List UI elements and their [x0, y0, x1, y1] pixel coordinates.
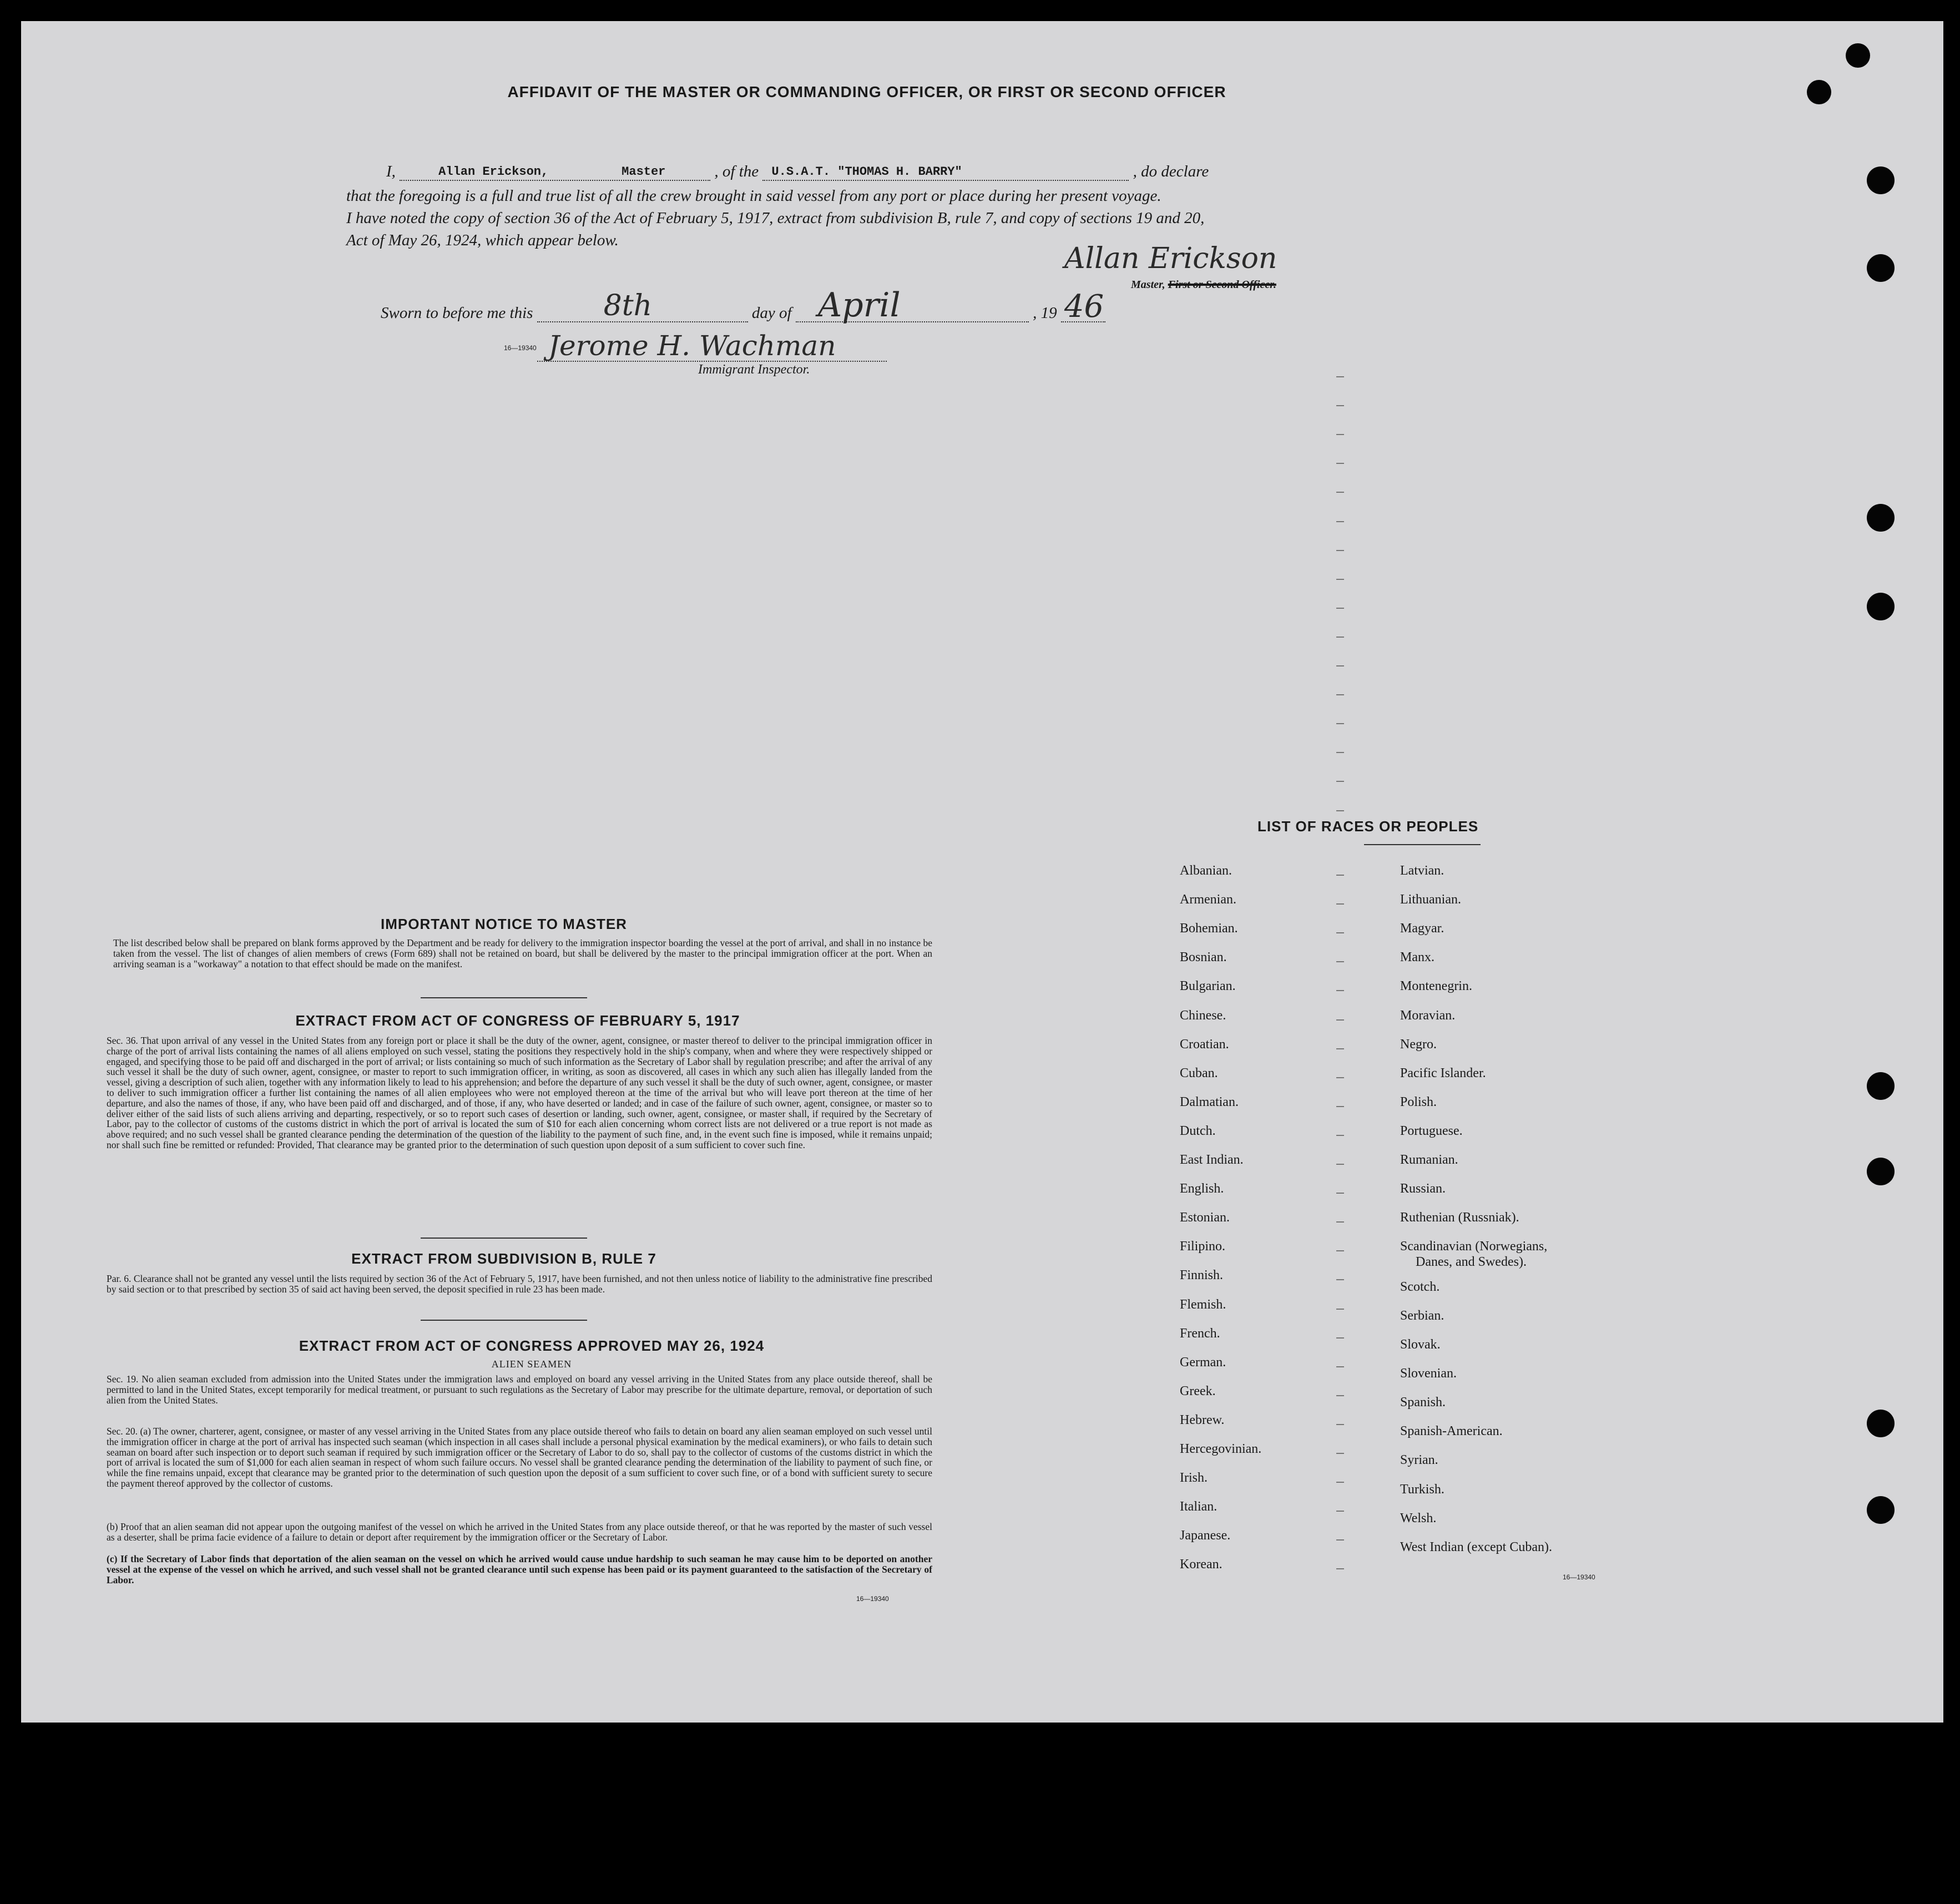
race-dash — [1336, 932, 1344, 933]
race-item: Hercegovinian. — [1180, 1442, 1262, 1456]
margin-dash — [1336, 810, 1344, 811]
race-dash — [1336, 903, 1344, 905]
race-dash — [1336, 961, 1344, 962]
race-item: Polish. — [1400, 1094, 1437, 1109]
name-rank-field — [400, 164, 710, 181]
race-dash — [1336, 875, 1344, 876]
race-item: Dutch. — [1180, 1123, 1216, 1138]
race-dash — [1336, 1453, 1344, 1454]
year-prefix: , 19 — [1033, 304, 1057, 322]
race-item: Croatian. — [1180, 1037, 1229, 1052]
affidavit-line-1 — [386, 163, 1209, 181]
race-item: Manx. — [1400, 950, 1434, 965]
race-item: Serbian. — [1400, 1308, 1444, 1323]
race-item: Spanish-American. — [1400, 1424, 1503, 1439]
race-item: Japanese. — [1180, 1528, 1231, 1543]
binder-hole — [1867, 1410, 1895, 1437]
signer-title — [1131, 279, 1276, 291]
margin-dash — [1336, 405, 1344, 406]
races-form-number: 16—19340 — [1563, 1573, 1595, 1581]
race-dash — [1336, 1279, 1344, 1280]
margin-dash — [1336, 694, 1344, 695]
race-item: Syrian. — [1400, 1453, 1438, 1468]
binder-hole — [1867, 504, 1895, 532]
affidavit-line-4: Act of May 26, 1924, which appear below. — [346, 231, 619, 249]
extract-1924-subtitle: ALIEN SEAMEN — [491, 1358, 572, 1370]
inspector-signature: Jerome H. Wachman — [548, 330, 836, 362]
race-item: Armenian. — [1180, 892, 1236, 907]
master-name: Allan Erickson, — [438, 165, 549, 179]
affidavit-line-3: I have noted the copy of section 36 of the Act of February 5, 1917, extract from subdivision B, rule 7, and copy of sections 19 and 20, — [346, 209, 1205, 227]
race-item: Latvian. — [1400, 863, 1444, 878]
race-item: Hebrew. — [1180, 1412, 1225, 1427]
declare-label: , do declare — [1133, 163, 1209, 180]
extract-1924-sec20c: (c) If the Secretary of Labor finds that deportation of the alien seaman on the vessel on which he arrived would cause undue hardship to such seaman he may cause him to be deported on another vessel at the expense of the vessel on which he arrived, and such vessel shall not be granted clearance until such expense has been paid or its payment guaranteed to the satisfaction of the Secretary of Labor. — [107, 1553, 932, 1585]
divider-1 — [421, 997, 587, 998]
extract-1924-sec20a: Sec. 20. (a) The owner, charterer, agent, consignee, or master of any vessel arriving in the United States from any place outside thereof who fails to detain on board any alien seaman employed on such vessel until the immigration officer in charge at the port of arrival has inspected such seaman (which inspection in all cases shall include a personal physical examination by the medical examiners), or who fails to detain such seaman on board after such inspection or to deport such seaman if required by such immigration officer or the Secretary of Labor to do so, shall pay to the collector of customs of the customs district in which the port of arrival is located the sum of $1,000 for each alien seaman in respect of whom such failure occurs. No vessel shall be granted clearance pending the determination of the liability to payment of such fine, or while the fine remains unpaid, except that clearance may be granted prior to the determination of such question upon the deposit of a sum sufficient to cover such fine, or of a bond with sufficient surety to secure the payment thereof approved by the collector of customs. — [107, 1426, 932, 1489]
race-dash — [1336, 1250, 1344, 1251]
race-item: East Indian. — [1180, 1153, 1244, 1167]
binder-hole — [1867, 593, 1895, 620]
of-the-label: , of the — [714, 163, 759, 180]
race-dash — [1336, 1077, 1344, 1078]
race-item: Irish. — [1180, 1471, 1208, 1486]
race-item: Estonian. — [1180, 1210, 1230, 1225]
race-item: Ruthenian (Russniak). — [1400, 1210, 1519, 1225]
race-item: Magyar. — [1400, 921, 1444, 936]
extract-1924-sec20b: (b) Proof that an alien seaman did not appear upon the outgoing manifest of the vessel on which he arrived in the United States from any place outside thereof, or that he was reported by the master of such vessel as a deserter, shall be prima facie evidence of a failure to detain or deport after requirement by the immigration officer or the Secretary of Labor. — [107, 1521, 932, 1543]
race-item: Lithuanian. — [1400, 892, 1461, 907]
inspector-label: Immigrant Inspector. — [698, 362, 810, 377]
signer-title-struck: First or Second Officer. — [1168, 279, 1276, 291]
race-dash — [1336, 1511, 1344, 1512]
race-dash — [1336, 1337, 1344, 1339]
race-item: Scandinavian (Norwegians, — [1400, 1239, 1548, 1254]
month-value: April — [817, 286, 901, 325]
race-dash — [1336, 1539, 1344, 1541]
binder-hole — [1867, 1496, 1895, 1524]
race-item: English. — [1180, 1181, 1224, 1196]
margin-dash — [1336, 608, 1344, 609]
notice-title: IMPORTANT NOTICE TO MASTER — [381, 916, 627, 932]
race-item: Welsh. — [1400, 1511, 1437, 1526]
race-item: Flemish. — [1180, 1297, 1226, 1312]
race-item: Albanian. — [1180, 863, 1232, 878]
race-dash — [1336, 1193, 1344, 1194]
race-item: Bosnian. — [1180, 950, 1227, 965]
margin-dash — [1336, 376, 1344, 377]
race-item: Bulgarian. — [1180, 979, 1236, 994]
race-dash — [1336, 1424, 1344, 1425]
race-dash — [1336, 1568, 1344, 1569]
race-item: Filipino. — [1180, 1239, 1226, 1254]
race-item: Negro. — [1400, 1037, 1437, 1052]
race-item: Slovak. — [1400, 1337, 1441, 1352]
race-dash — [1336, 1366, 1344, 1367]
extract-rule7-body: Par. 6. Clearance shall not be granted any vessel until the lists required by section 36 of the Act of February 5, 1917, have been furnished, and not then unless notice of liability to the administrative fine prescribed by said section or to that prescribed by section 35 of said act having been served, the deposit specified in rule 23 has been made. — [107, 1273, 932, 1295]
margin-dash — [1336, 665, 1344, 666]
affidavit-line-2: that the foregoing is a full and true list of all the crew brought in said vessel from any port or place during her present voyage. — [346, 187, 1161, 205]
race-item-continuation: Danes, and Swedes). — [1416, 1255, 1527, 1270]
sworn-label: Sworn to before me this — [381, 304, 533, 322]
binder-hole — [1867, 1158, 1895, 1185]
race-item: Greek. — [1180, 1383, 1216, 1398]
day-value: 8th — [603, 289, 653, 322]
extract-1917-body: Sec. 36. That upon arrival of any vessel in the United States from any foreign port or place it shall be the duty of the owner, agent, consignee, or master thereof to deliver to the principal immigration officer in charge of the port of arrival lists containing the names of all aliens employed on such vessel, stating the positions they respectively hold in the ship's company, when and where they were respectively shipped or engaged, and specifying those to be paid off and discharged in the port of arrival; or lists containing so much of such information as the Secretary of Labor shall by regulation prescribe; and after the arrival of any such vessel it shall be the duty of such owner, agent, consignee, or master to report to such immigration officer, in writing, as soon as discovered, all cases in which any such alien has illegally landed from the vessel, giving a description of such alien, together with any information likely to lead to his apprehension; and before the departure of any such vessel it shall be the duty of such owner, agent, consignee, or master to deliver to such immigration officer a further list containing the names of all alien employees who were not employed thereon at the time of the arrival but who will leave port thereon at the time of her departure, and also the names of those, if any, who have been paid off and discharged, and of those, if any, who have deserted or landed; and in case of the failure of such owner, agent, consignee, or master so to deliver either of the said lists of such aliens arriving and departing, respectively, or so to report such cases of desertion or landing, such owner, agent, consignee, or master shall, if required by the Secretary of Labor, pay to the collector of customs of the customs district in which the port of arrival is located the sum of $10 for each alien concerning whom correct lists are not delivered or a true report is not made as above required; and no such vessel shall be granted clearance pending the determination of the question of the liability to the payment of such fine, and, in the event such fine is imposed, while it remains unpaid; nor shall such fine be remitted or refunded: Provided, That clearance may be granted prior to the determination of such question upon deposit of a sum sufficient to cover such fine. — [107, 1035, 932, 1150]
race-item: West Indian (except Cuban). — [1400, 1539, 1552, 1554]
race-dash — [1336, 1164, 1344, 1165]
race-item: Bohemian. — [1180, 921, 1238, 936]
divider-3 — [421, 1320, 587, 1321]
race-item: Montenegrin. — [1400, 979, 1472, 994]
race-dash — [1336, 1309, 1344, 1310]
race-dash — [1336, 990, 1344, 991]
margin-dash — [1336, 579, 1344, 580]
binder-hole — [1867, 166, 1895, 194]
year-value: 46 — [1064, 289, 1104, 325]
margin-dash — [1336, 434, 1344, 435]
master-signature: Allan Erickson — [1064, 242, 1277, 275]
inspector-signature-line — [537, 361, 887, 362]
race-item: Italian. — [1180, 1499, 1218, 1514]
margin-dash — [1336, 781, 1344, 782]
race-item: German. — [1180, 1355, 1226, 1370]
race-item: Scotch. — [1400, 1279, 1440, 1294]
sworn-line — [381, 286, 1105, 325]
race-dash — [1336, 1106, 1344, 1107]
race-dash — [1336, 1048, 1344, 1049]
notice-body: The list described below shall be prepared on blank forms approved by the Department and be ready for delivery to the immigration inspector boarding the vessel at the port of arrival, and shall in no instance be taken from the vessel. The list of changes of alien members of crews (Form 689) shall not be retained on board, but shall be delivered by the master to the principal immigration officer at the port. When an arriving seaman is a "workaway" a notation to that effect should be made on the manifest. — [113, 937, 932, 969]
binder-hole — [1807, 80, 1831, 104]
race-item: Portuguese. — [1400, 1123, 1463, 1138]
divider-2 — [421, 1238, 587, 1239]
margin-dash — [1336, 492, 1344, 493]
master-rank: Master — [622, 165, 666, 179]
year-field — [1061, 289, 1105, 325]
race-item: Dalmatian. — [1180, 1094, 1239, 1109]
race-dash — [1336, 1221, 1344, 1223]
race-dash — [1336, 1482, 1344, 1483]
race-item: Turkish. — [1400, 1482, 1444, 1497]
race-item: Russian. — [1400, 1181, 1446, 1196]
margin-dash — [1336, 550, 1344, 551]
margin-dash — [1336, 463, 1344, 464]
extract-form-number: 16—19340 — [856, 1595, 889, 1603]
binder-hole — [1846, 43, 1870, 68]
i-label: I, — [386, 163, 396, 180]
manifest-page — [21, 21, 1943, 1723]
races-title: LIST OF RACES OR PEOPLES — [1257, 818, 1479, 835]
race-dash — [1336, 1395, 1344, 1396]
race-dash — [1336, 1135, 1344, 1136]
margin-dash — [1336, 723, 1344, 724]
extract-rule7-title: EXTRACT FROM SUBDIVISION B, RULE 7 — [351, 1250, 656, 1267]
vessel-field — [762, 164, 1129, 181]
extract-1917-title: EXTRACT FROM ACT OF CONGRESS OF FEBRUARY 5, 1917 — [295, 1012, 740, 1029]
race-item: Moravian. — [1400, 1008, 1456, 1023]
race-item: Cuban. — [1180, 1065, 1218, 1080]
binder-hole — [1867, 254, 1895, 282]
day-of-label: day of — [751, 304, 792, 322]
margin-dash — [1336, 637, 1344, 638]
race-item: Slovenian. — [1400, 1366, 1457, 1381]
signer-title-kept: Master, — [1131, 279, 1165, 291]
race-item: Spanish. — [1400, 1395, 1446, 1410]
race-item: Rumanian. — [1400, 1153, 1458, 1167]
month-field — [796, 286, 1029, 325]
race-item: Finnish. — [1180, 1268, 1224, 1283]
race-item: Chinese. — [1180, 1008, 1226, 1023]
affidavit-form-number: 16—19340 — [504, 344, 537, 352]
extract-1924-title: EXTRACT FROM ACT OF CONGRESS APPROVED MAY 26, 1924 — [299, 1337, 765, 1354]
race-dash — [1336, 1019, 1344, 1021]
margin-dash — [1336, 752, 1344, 753]
extract-1924-sec19: Sec. 19. No alien seaman excluded from admission into the United States under the immigration laws and employed on board any vessel arriving in the United States from any place outside thereof, shall be permitted to land in the United States, except temporarily for medical treatment, or pursuant to such regulations as the Secretary of Labor may prescribe for the ultimate departure, removal, or deportation of such alien from the United States. — [107, 1373, 932, 1406]
margin-dash — [1336, 521, 1344, 522]
races-title-underline — [1364, 844, 1481, 845]
vessel-name: U.S.A.T. "THOMAS H. BARRY" — [771, 165, 962, 179]
binder-hole — [1867, 1072, 1895, 1100]
day-field — [537, 289, 748, 322]
affidavit-title: AFFIDAVIT OF THE MASTER OR COMMANDING OFFICER, OR FIRST OR SECOND OFFICER — [507, 83, 1226, 100]
race-item: French. — [1180, 1326, 1220, 1341]
race-item: Korean. — [1180, 1557, 1223, 1572]
race-item: Pacific Islander. — [1400, 1065, 1486, 1080]
